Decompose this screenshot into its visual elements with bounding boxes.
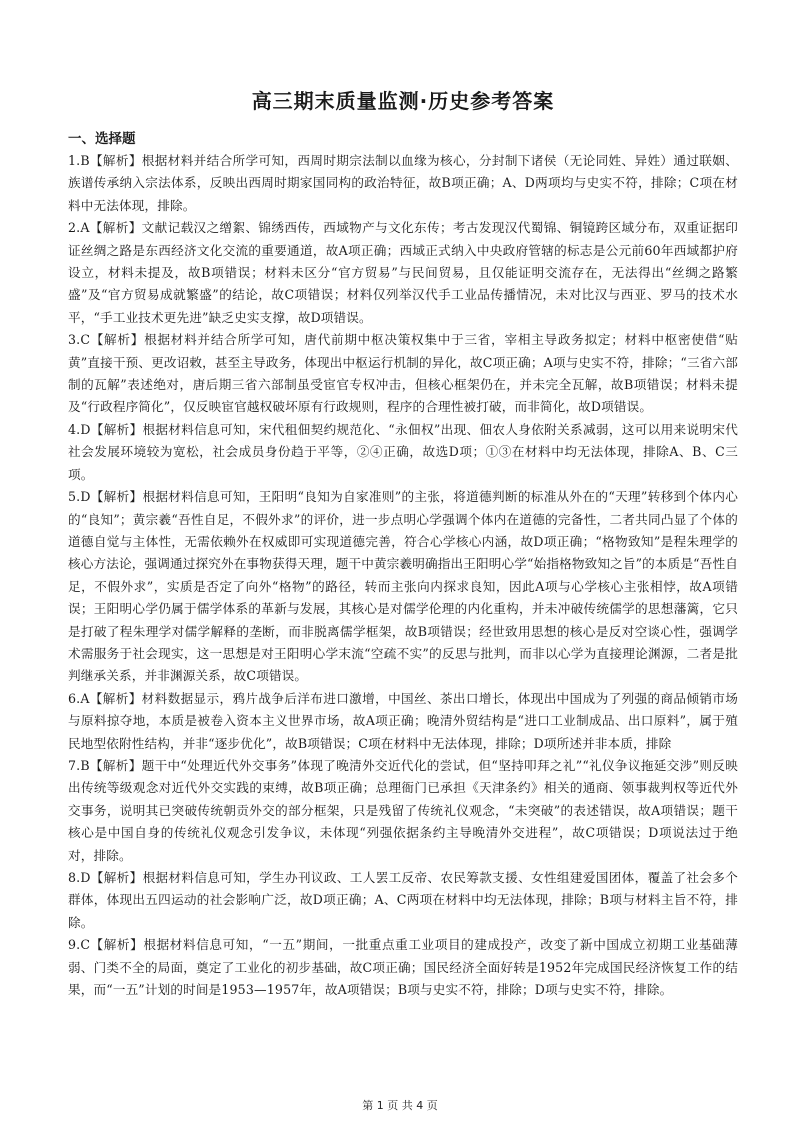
answer-item-8: 8.D【解析】根据材料信息可知，学生办刊议政、工人罢工反帝、农民筹款支援、女性组建爱国团体，覆盖了社会多个群体，体现出五四运动的社会影响广泛，故D项正确；A、C两项在材料中均无法体现，排除；B项与材料主旨不符，排除。 [68,870,738,930]
answer-item-1: 1.B【解析】根据材料并结合所学可知，西周时期宗法制以血缘为核心，分封制下诸侯（无论同姓、异姓）通过联姻、族谱传承纳入宗法体系，反映出西周时期家国同构的政治特征，故B项正确；A、D两项均与史实不符，排除；C项在材料中无法体现，排除。 [68,153,738,213]
answer-item-5: 5.D【解析】根据材料信息可知，王阳明“良知为自家准则”的主张，将道德判断的标准从外在的“天理”转移到个体内心的“良知”；黄宗羲“吾性自足，不假外求”的评价，进一步点明心学强调个体内在道德的完备性，二者共同凸显了个体的道德自觉与主体性，无需依赖外在权威即可实现道德完善，符合心学核心内涵，故D项正确；“格物致知”是程朱理学的核心方法论，强调通过探究外在事物获得天理，题干中黄宗羲明确指出王阳明心学“始指格物致知之旨”的本质是“吾性自足，不假外求”，实质是否定了向外“格物”的路径，转而主张向内探求良知，因此A项与心学核心主张相悖，故A项错误；王阳明心学仍属于儒学体系的革新与发展，其核心是对儒学伦理的内化重构，并未冲破传统儒学的思想藩篱，它只是打破了程朱理学对儒学解释的垄断，而非脱离儒学框架，故B项错误；经世致用思想的核心是反对空谈心性，强调学术需服务于社会现实，这一思想是对王阳明心学末流“空疏不实”的反思与批判，而非以心学为直接理论渊源，二者是批判继承关系，并非渊源关系，故C项错误。 [68,489,738,684]
answer-item-6: 6.A【解析】材料数据显示，鸦片战争后洋布进口激增，中国丝、茶出口增长，体现出中国成为了列强的商品倾销市场与原料掠夺地，本质是被卷入资本主义世界市场，故A项正确；晚清外贸结构是“进口工业制成品、出口原料”，属于殖民地型依附性结构，并非“逐步优化”，故B项错误；C项在材料中无法体现，排除；D项所述并非本质，排除 [68,690,738,751]
page-footer: 第 1 页 共 4 页 [362,1099,438,1112]
answer-item-2: 2.A【解析】文献记载汉之缯絮、锦绣西传，西域物产与文化东传；考古发现汉代蜀锦、铜镜跨区域分布，双重证据印证丝绸之路是东西经济文化交流的重要通道，故A项正确；西域正式纳入中央政府管辖的标志是公元前60年西域都护府设立，材料未提及，故B项错误；材料未区分“官方贸易”与民间贸易，且仅能证明交流存在，无法得出“丝绸之路繁盛”及“官方贸易成就繁盛”的结论，故C项错误；材料仅列举汉代手工业品传播情况，未对比汉与西亚、罗马的技术水平，“手工业技术更先进”缺乏史实支撑，故D项错误。 [68,220,738,325]
answer-item-7: 7.B【解析】题干中“处理近代外交事务”体现了晚清外交近代化的尝试，但“坚持叩拜之礼”“礼仪争议拖延交涉”则反映出传统等级观念对近代外交实践的束缚，故B项正确；总理衙门已承担《天津条约》相关的通商、领事裁判权等近代外交事务，说明其已突破传统朝贡外交的部分框架，只是残留了传统礼仪观念，“未突破”的表述错误，故A项错误；题干核心是中国自身的传统礼仪观念引发争议，未体现“列强依据条约主导晚清外交进程”，故C项错误；D项说法过于绝对，排除。 [68,757,738,863]
answer-item-4: 4.D【解析】根据材料信息可知，宋代租佃契约规范化、“永佃权”出现、佃农人身依附关系减弱，这可以用来说明宋代社会发展环境较为宽松，社会成员身份趋于平等，②④正确，故选D项；①③在材料中均无法体现，排除A、B、C三项。 [68,421,738,482]
page-title: 高三期末质量监测·历史参考答案 [251,89,555,113]
answer-document [68,88,738,1001]
answer-item-3: 3.C【解析】根据材料并结合所学可知，唐代前期中枢决策权集中于三省，宰相主导政务拟定；材料中枢密使借“贴黄”直接干预、更改诏敕，甚至主导政务，体现出中枢运行机制的异化，故C项正确；A项与史实不符，排除；“三省六部制的瓦解”表述绝对，唐后期三省六部制虽受宦官专权冲击，但核心框架仍在，并未完全瓦解，故B项错误；材料未提及“行政程序简化”，仅反映宦官越权破坏原有行政规则，程序的合理性被打破，而非简化，故D项错误。 [68,332,738,415]
section-heading: 一、选择题 [68,131,136,147]
answer-item-9: 9.C【解析】根据材料信息可知，“一五”期间，一批重点重工业项目的建成投产，改变了新中国成立初期工业基础薄弱、门类不全的局面，奠定了工业化的初步基础，故C项正确；国民经济全面好转是1952年完成国民经济恢复工作的结果，而“一五”计划的时间是1953—1957年，故A项错误；B项与史实不符，排除；D项与史实不符，排除。 [68,937,738,998]
